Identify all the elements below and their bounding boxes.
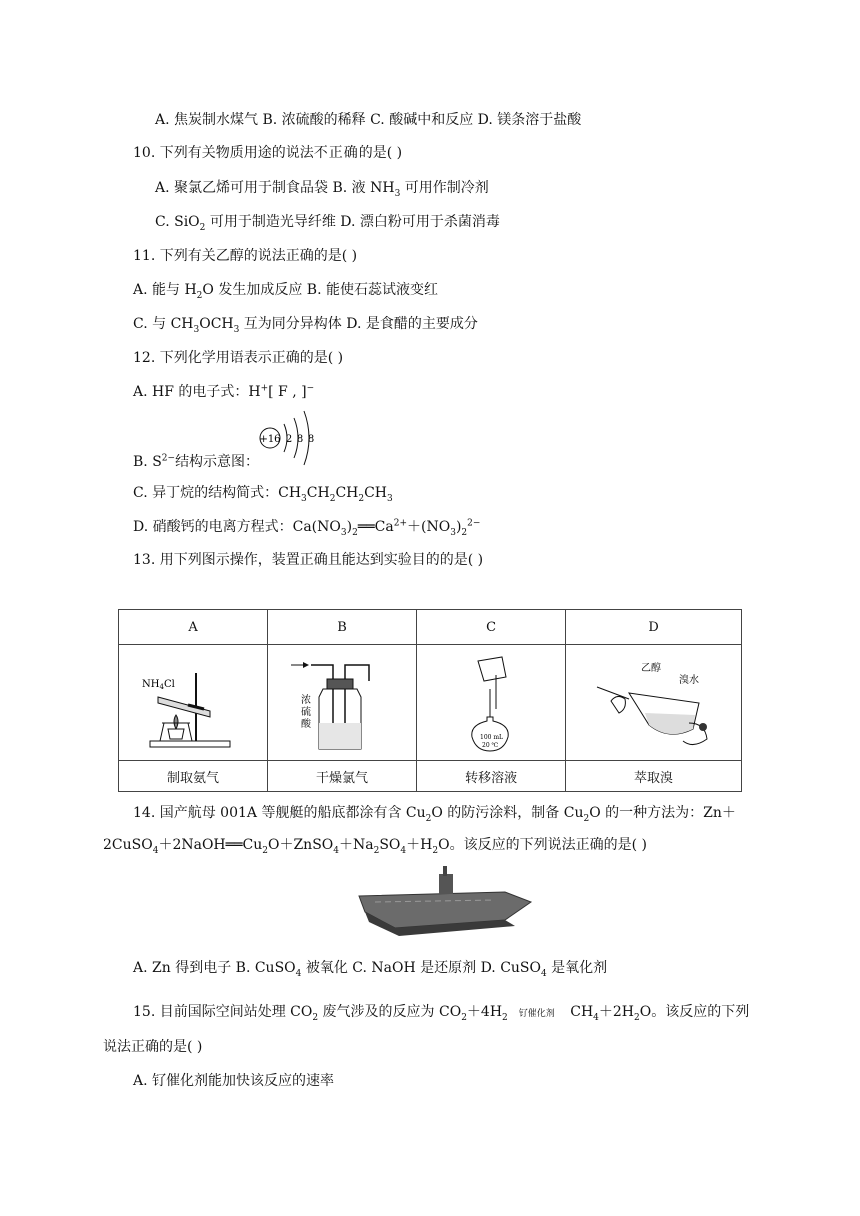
bromine-water-label: 溴水 — [678, 674, 699, 686]
q9-options: A. 焦炭制水煤气 B. 浓硫酸的稀释 C. 酸碱中和反应 D. 镁条溶于盐酸 — [155, 112, 582, 128]
ethanol-label: 乙醇 — [640, 662, 661, 674]
q13-stem: 13. 用下列图示操作，装置正确且能达到实验目的的是( ) — [133, 552, 484, 568]
q11-stem: 11. 下列有关乙醇的说法正确的是( ) — [133, 248, 358, 264]
q10-options-ab: A. 聚氯乙烯可用于制食品袋 B. 液 $NH_3$ 可用作制冷剂 — [155, 180, 489, 199]
header-a: A — [119, 610, 268, 645]
shell-1-count: 2 — [285, 434, 293, 445]
caption-a: 制取氨气 — [119, 761, 268, 792]
header-d: D — [566, 610, 742, 645]
apparatus-d-cell — [566, 645, 742, 761]
sulfide-structure-diagram — [256, 405, 326, 471]
ammonia-apparatus-diagram — [138, 653, 248, 753]
q11-options-cd: C. 与 $CH_3OCH_3$ 互为同分异构体 D. 是食醋的主要成分 — [133, 316, 478, 335]
q12-option-a: A. HF 的电子式：H+[ F , ]− — [133, 383, 315, 400]
apparatus-c-cell — [417, 645, 566, 761]
header-c: C — [417, 610, 566, 645]
caption-b: 干燥氯气 — [268, 761, 417, 792]
nucleus-label: +16 — [259, 434, 281, 445]
flask-capacity-label: 100 mL — [480, 733, 504, 741]
caption-c: 转移溶液 — [417, 761, 566, 792]
drying-bottle-diagram — [287, 653, 397, 753]
svg-text:NH4Cl: $NH_4Cl$ — [142, 678, 175, 691]
q12-stem: 12. 下列化学用语表示正确的是( ) — [133, 350, 344, 366]
q12-option-c: C. 异丁烷的结构简式：$CH_3CH_2CH_2CH_3$ — [133, 485, 393, 504]
q12-option-d: D. 硝酸钙的电离方程式：$Ca(NO_3)_2══Ca^{2+}+(NO_3)_2^{2-}$ — [133, 518, 481, 538]
q11-options-ab: A. 能与 $H_2O$ 发生加成反应 B. 能使石蕊试液变红 — [133, 282, 438, 301]
transfer-solution-diagram — [436, 653, 546, 753]
q13-options-table — [118, 609, 742, 792]
shell-3-count: 8 — [307, 434, 315, 445]
shell-2-count: 8 — [296, 434, 304, 445]
q15-stem-line-2: 说法正确的是( ) — [103, 1039, 203, 1055]
q15-option-a: A. 钌催化剂能加快该反应的速率 — [133, 1073, 335, 1089]
flask-temp-label: 20 ℃ — [482, 741, 499, 749]
reagent-char-1: 浓 — [301, 694, 312, 706]
apparatus-b-cell — [268, 645, 417, 761]
reagent-label-a: NH — [142, 678, 160, 690]
caption-d: 萃取溴 — [566, 761, 742, 792]
header-b: B — [268, 610, 417, 645]
q14-stem-line-1: 14. 国产航母 001A 等舰艇的船底都涂有含 $Cu_2O$ 的防污涂料，制备 $Cu_2O$ 的一种方法为：Zn＋ — [133, 805, 736, 824]
q14-options: A. Zn 得到电子 B. CuSO$_4$ 被氧化 C. NaOH 是还原剂 D. CuSO$_4$ 是氧化剂 — [133, 960, 608, 979]
q10-options-cd: C. SiO$_2$ 可用于制造光导纤维 D. 漂白粉可用于杀菌消毒 — [155, 214, 500, 233]
reagent-char-2: 硫 — [301, 706, 312, 718]
q10-stem: 10. 下列有关物质用途的说法不正确的是( ) — [133, 145, 403, 161]
q15-stem-line-1: 15. 目前国际空间站处理 $CO_2$ 废气涉及的反应为 $CO_2+4H_2$ 钌催化剂 $CH_4+2H_2O$。该反应的下列 — [133, 1004, 750, 1023]
q12-option-b: B. $S^{2-}$结构示意图： — [133, 453, 260, 470]
catalyst-label: 钌催化剂 — [518, 1009, 555, 1019]
reagent-char-3: 酸 — [301, 718, 312, 730]
apparatus-a-cell — [119, 645, 268, 761]
extraction-diagram — [589, 653, 719, 753]
aircraft-carrier-image — [355, 862, 535, 942]
emphasis-text: 不正确 — [313, 145, 359, 161]
q14-stem-line-2: $2CuSO_4+2NaOH══Cu_2O+ZnSO_4+Na_2SO_4+H_2O$。该反应的下列说法正确的是( ) — [103, 837, 647, 856]
